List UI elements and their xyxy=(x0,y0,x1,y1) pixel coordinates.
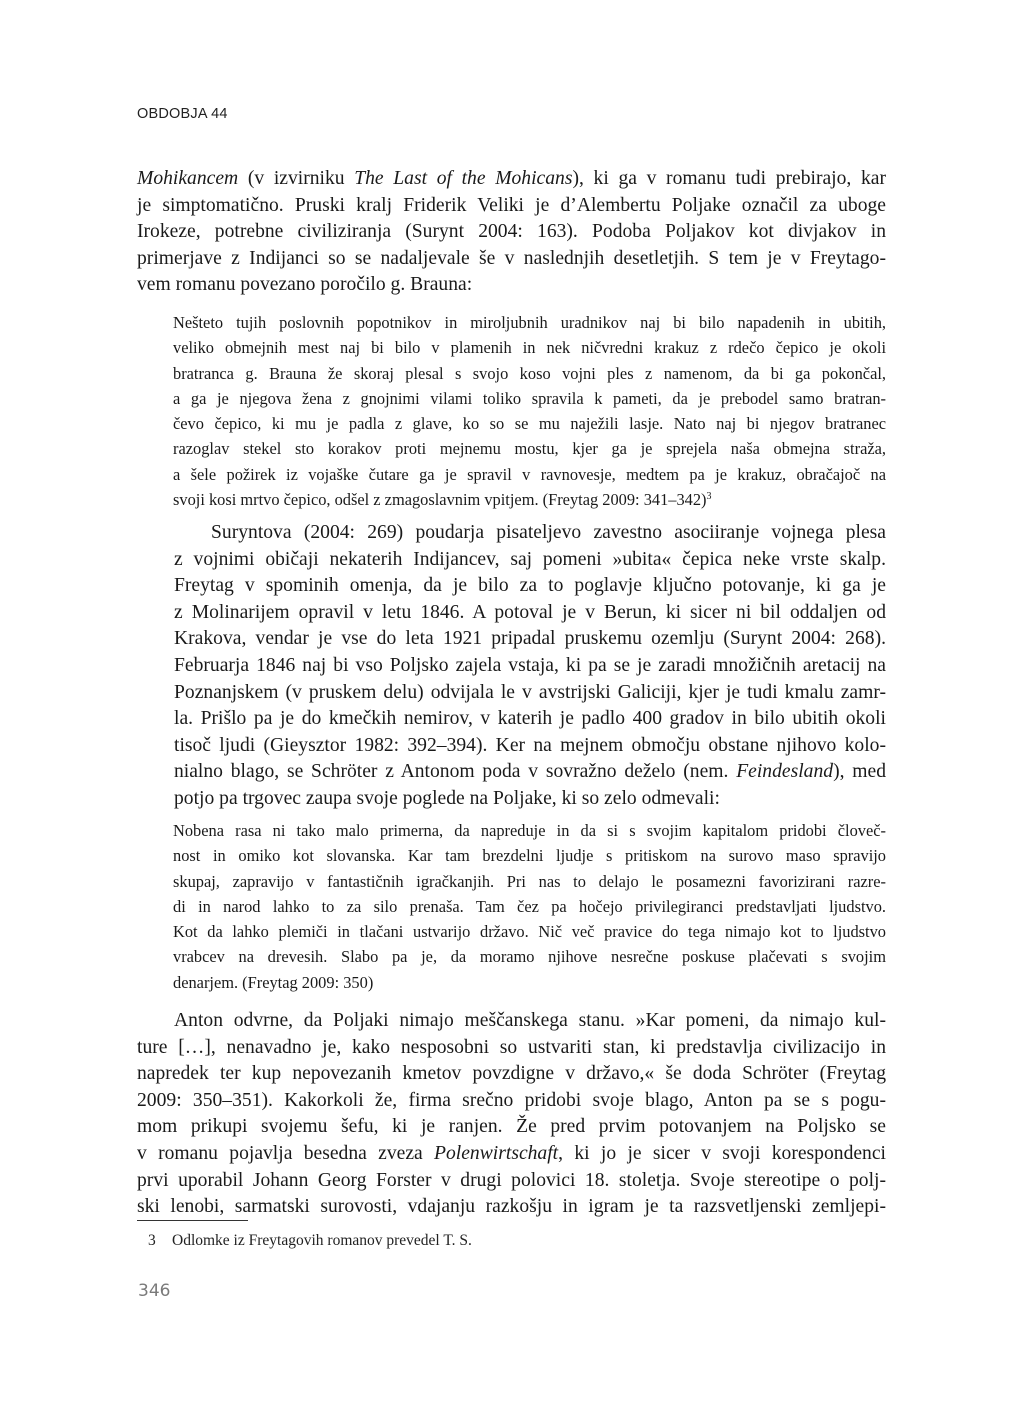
quote-line: skupaj, zapravijo v fantastičnih igračkanjih. Pri nas to delajo le posamezni favorizirani razre- xyxy=(173,871,886,891)
quote-line: Nešteto tujih poslovnih popotnikov in miroljubnih uradnikov naj bi bilo napadenih in ubitih, xyxy=(173,313,886,332)
quote-line: Kot da lahko plemiči in tlačani ustvarijo državo. Nič več pravice do tega nimajo kot to ljudstvo xyxy=(173,922,886,942)
footnote xyxy=(148,1232,472,1250)
italic-title: Mohikancem xyxy=(137,168,239,189)
paragraph-1 xyxy=(137,166,886,299)
italic-term: Polenwirtschaft xyxy=(434,1142,559,1164)
text-line: 2009: 350–351). Kakorkoli že, firma srečno pridobi svoje blago, Anton pa se s pogu- xyxy=(137,1089,886,1111)
quote-line: nost in omiko kot slovanska. Kar tam brezdelni ljudje s pritiskom na surovo maso spravijo xyxy=(173,846,886,866)
quote-line: a ga je njegova žena z gnojnimi vilami toliko spravila k pameti, da je prebodel samo bratran- xyxy=(173,388,886,408)
italic-title: The Last of the Mohicans xyxy=(354,168,573,189)
text-line: je simptomatično. Pruski kralj Friderik Veliki je d’Alembertu Poljake označil za uboge xyxy=(137,194,886,216)
paragraph-2 xyxy=(137,520,886,813)
footnote-reference[interactable]: 3 xyxy=(706,491,712,503)
text-line: Irokeze, potrebne civiliziranja (Surynt 2004: 163). Podoba Poljakov kot divjakov in xyxy=(137,221,886,243)
quote-line: Nobena rasa ni tako malo primerna, da napreduje in da si s svojim kapitalom pridobi človeč- xyxy=(173,821,886,840)
quote-line: čevo čepico, ki mu je padla z glave, ko so se mu naježili lasje. Nato naj bi njegov bratranec xyxy=(173,414,886,434)
quote-line: razoglav stekel sto korakov proti mejnemu mostu, kjer ga je sprejela naša obmejna straža, xyxy=(173,439,886,459)
quote-line: di in narod lahko to za silo prenaša. Tam čez pa hočejo privilegiranci predstavljati ljudstvo. xyxy=(173,896,886,916)
block-quote-2 xyxy=(173,818,886,995)
text-line: Poznanjskem (v pruskem delu) odvijala le v avstrijski Galiciji, kjer je tudi kmalu zamr- xyxy=(174,681,886,703)
text-line: Februarja 1846 naj bi vso Poljsko zajela vstaja, ki pa se je zaradi množičnih aretacij na xyxy=(174,654,886,676)
quote-line: svoji kosi mrtvo čepico, odšel z zmagoslavnim vpitjem. (Freytag 2009: 341–342)$^3$ xyxy=(173,490,712,510)
text-line: Suryntova (2004: 269) poudarja pisateljevo zavestno asociiranje vojnega plesa xyxy=(211,522,886,543)
text-line: la. Prišlo pa je do kmečkih nemirov, v katerih je padlo 400 gradov in bilo ubitih okoli xyxy=(174,708,886,730)
text-line: potjo pa trgovec zaupa svoje poglede na Poljake, ki so zelo odmevali: xyxy=(174,787,720,809)
text-line: Freytag v spominih omenja, da je bilo za to poglavje ključno potovanje, ki ga je xyxy=(174,575,886,597)
text-line: z Molinarijem opravil v letu 1846. A potoval je v Berun, ki sicer ni bil oddaljen od xyxy=(174,601,886,623)
quote-line: bratranca g. Brauna že skoraj plesal s svojo koso vojni ples z namenom, da bi ga pokončal, xyxy=(173,363,886,383)
page-number: 346 xyxy=(138,1281,171,1301)
text-line: ski lenobi, sarmatski surovosti, vdajanju razkošju in igram je ta razsvetljenski zemljepi- xyxy=(137,1196,886,1218)
footnote-divider xyxy=(137,1220,248,1221)
text-line: z vojnimi običaji nekaterih Indijancev, saj pomeni »ubita« čepica neke vrste skalp. xyxy=(174,548,886,570)
block-quote-1 xyxy=(173,310,886,512)
text-line: vem romanu povezano poročilo g. Brauna: xyxy=(137,274,473,296)
text-line: Mohikancem (v izvirniku The Last of the Mohicans), ki ga v romanu tudi prebirajo, kar xyxy=(137,168,886,189)
text-line: ture […], nenavadno je, kako nesposobni so ustvariti stan, ki predstavlja civilizacijo in xyxy=(137,1036,886,1058)
text-line: nialno blago, se Schröter z Antonom poda v sovražno deželo (nem. Feindesland), med xyxy=(174,761,886,783)
text-line: Anton odvrne, da Poljaki nimajo meščanskega stanu. »Kar pomeni, da nimajo kul- xyxy=(174,1010,886,1031)
text-line: primerjave z Indijanci so se nadaljevale še v naslednjih desetletjih. S tem je v Freytago- xyxy=(137,247,886,269)
text-line: v romanu pojavlja besedna zveza Polenwirtschaft, ki jo je sicer v svoji korespondenci xyxy=(137,1142,886,1164)
paragraph-3 xyxy=(137,1008,886,1221)
text-line: mom prikupi svojemu šefu, ki je ranjen. Že pred prvim potovanjem na Poljsko se xyxy=(137,1116,886,1138)
footnote-number: 3 xyxy=(148,1232,156,1249)
running-header: OBDOBJA 44 xyxy=(137,106,228,122)
text-line: Krakova, vendar je vse do leta 1921 pripadal pruskemu ozemlju (Surynt 2004: 268). xyxy=(174,628,886,650)
quote-line: veliko obmejnih mest naj bi bilo v plamenih in nek ničvredni krakuz z rdečo čepico je okoli xyxy=(173,338,886,358)
footnote-text: Odlomke iz Freytagovih romanov prevedel T. S. xyxy=(172,1232,472,1249)
text-line: tisoč ljudi (Gieysztor 1982: 392–394). Ker na mejnem območju obstane njihovo kolo- xyxy=(174,734,886,756)
quote-line: denarjem. (Freytag 2009: 350) xyxy=(173,972,374,992)
text-line: napredek ter kup nepovezanih kmetov povzdigne v državo,« še doda Schröter (Freytag xyxy=(137,1063,886,1085)
italic-term: Feindesland xyxy=(736,761,834,783)
text-line: prvi uporabil Johann Georg Forster v drugi polovici 18. stoletja. Svoje stereotipe o polj- xyxy=(137,1169,886,1191)
quote-line: a šele požirek iz vojaške čutare ga je spravil v ravnovesje, medtem pa je krakuz, obračajoč na xyxy=(173,464,886,484)
quote-line: vrabcev na drevesih. Slabo pa je, da moramo njihove nesrečne poskuse plačevati s svojim xyxy=(173,947,886,967)
